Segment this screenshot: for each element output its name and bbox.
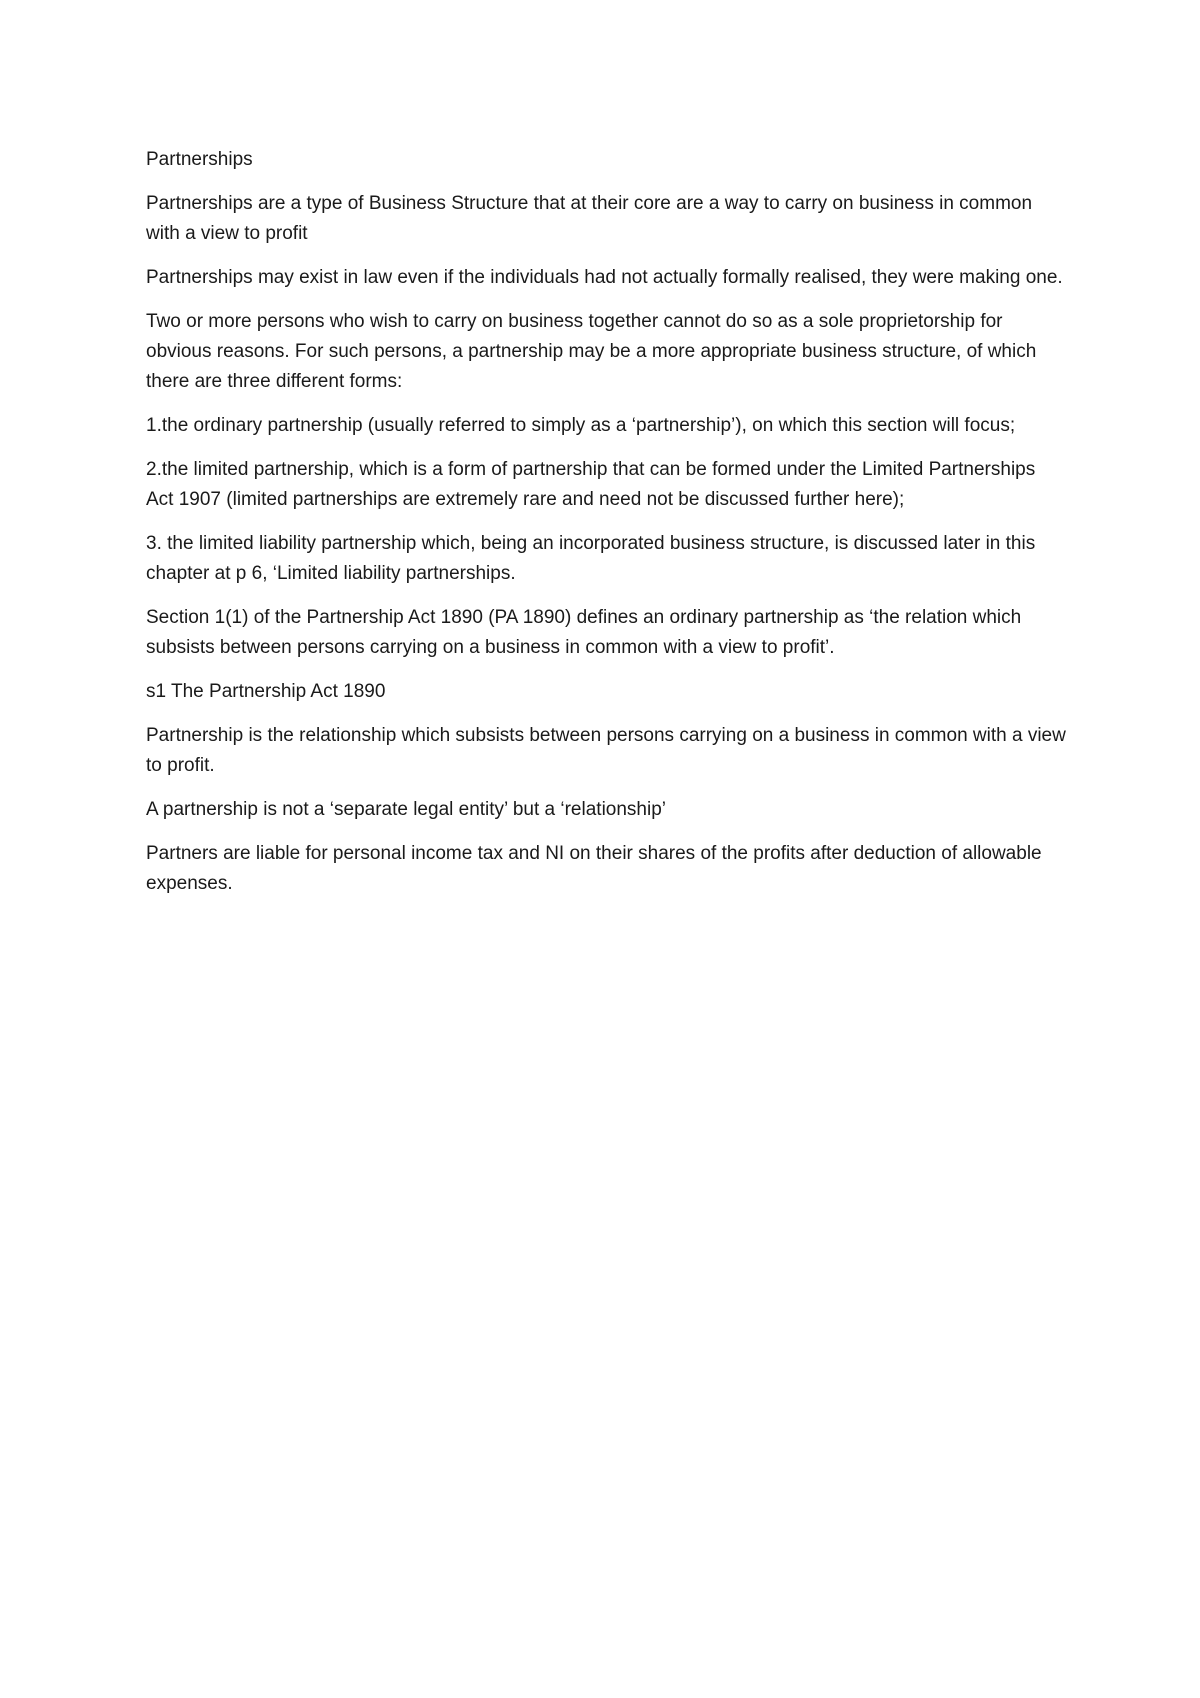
- paragraph-section-1-1: Section 1(1) of the Partnership Act 1890 (PA 1890) defines an ordinary partnership as ‘the relation which subsists between persons carrying on a business in common with a view to profit’.: [146, 607, 1022, 658]
- paragraph-definition: Partnerships are a type of Business Structure that at their core are a way to carry on business in common with a view to profit: [146, 193, 1033, 244]
- paragraph-s1-heading: s1 The Partnership Act 1890: [146, 681, 386, 702]
- list-item-limited-partnership: 2.the limited partnership, which is a form of partnership that can be formed under the Limited Partnerships Act 1907 (limited partnerships are extremely rare and need not be discussed further here);: [146, 459, 1036, 510]
- paragraph-not-separate-entity: A partnership is not a ‘separate legal entity’ but a ‘relationship’: [146, 799, 666, 820]
- paragraph-tax-liability: Partners are liable for personal income tax and NI on their shares of the profits after deduction of allowable expenses.: [146, 843, 1042, 894]
- paragraph-informal-existence: Partnerships may exist in law even if the individuals had not actually formally realised, they were making one.: [146, 267, 1063, 288]
- document-title: Partnerships: [146, 149, 253, 170]
- paragraph-relationship: Partnership is the relationship which subsists between persons carrying on a business in common with a view to profit.: [146, 725, 1066, 776]
- paragraph-three-forms: Two or more persons who wish to carry on business together cannot do so as a sole proprietorship for obvious reasons. For such persons, a partnership may be a more appropriate business structure, of which there are three different forms:: [146, 311, 1037, 392]
- document-body: [146, 145, 1066, 913]
- list-item-ordinary-partnership: 1.the ordinary partnership (usually referred to simply as a ‘partnership’), on which this section will focus;: [146, 415, 1016, 436]
- list-item-llp: 3. the limited liability partnership which, being an incorporated business structure, is discussed later in this chapter at p 6, ‘Limited liability partnerships.: [146, 533, 1036, 584]
